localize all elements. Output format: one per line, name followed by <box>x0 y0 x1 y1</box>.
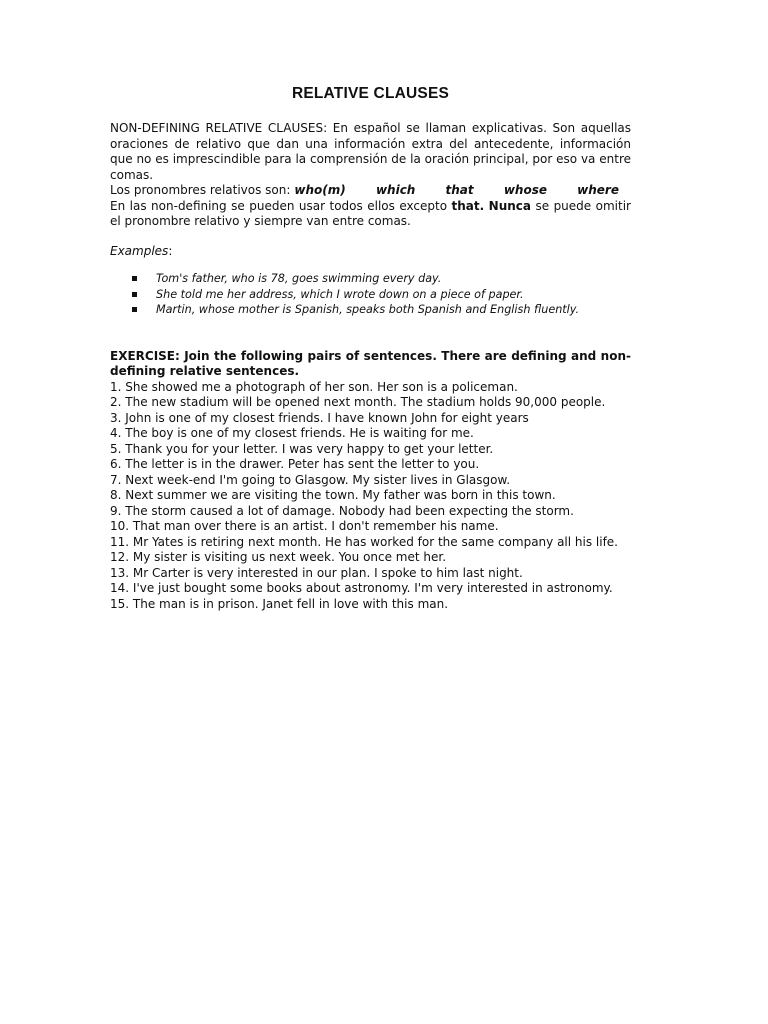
example-item: Tom's father, who is 78, goes swimming every day. <box>132 271 631 287</box>
rule-paragraph <box>110 199 631 230</box>
document-page <box>110 83 631 612</box>
exercise-item: 11. Mr Yates is retiring next month. He has worked for the same company all his life. <box>110 534 618 549</box>
pronoun-item: where <box>577 183 619 197</box>
exercise-item: 14. I've just bought some books about astronomy. I'm very interested in astronomy. <box>110 581 613 595</box>
pronouns-label: Los pronombres relativos son: <box>110 183 291 197</box>
example-item: Martin, whose mother is Spanish, speaks both Spanish and English fluently. <box>132 302 631 318</box>
document-title: RELATIVE CLAUSES <box>291 85 450 102</box>
pronoun-item: who(m) <box>294 183 346 197</box>
exercise-item: 7. Next week-end I'm going to Glasgow. My sister lives in Glasgow. <box>110 472 511 487</box>
examples-list <box>110 271 631 318</box>
intro-text: En español se llaman explicativas. Son aquellas oraciones de relativo que dan una información extra del antecedente, información que no es imprescindible para la comprensión de la oración principal, por eso va entre comas. <box>110 121 632 182</box>
exercise-item: 5. Thank you for your letter. I was very happy to get your letter. <box>110 441 494 456</box>
rule-that: that. <box>451 198 485 213</box>
pronoun-item: whose <box>503 183 547 197</box>
square-bullet-icon <box>132 276 137 281</box>
exercise-item: 12. My sister is visiting us next week. You once met her. <box>110 550 447 564</box>
exercise-item: 6. The letter is in the drawer. Peter has sent the letter to you. <box>110 457 480 471</box>
pronouns-list <box>294 183 631 199</box>
exercise-item: 3. John is one of my closest friends. I have known John for eight years <box>110 410 529 425</box>
exercise-item: 15. The man is in prison. Janet fell in love with this man. <box>110 596 449 611</box>
exercise-item: 1. She showed me a photograph of her son. Her son is a policeman. <box>110 379 518 394</box>
intro-heading: NON-DEFINING RELATIVE CLAUSES: <box>110 121 328 135</box>
square-bullet-icon <box>132 307 137 312</box>
example-item: She told me her address, which I wrote down on a piece of paper. <box>132 287 631 303</box>
rule-text-1: En las non-defining se pueden usar todos ellos excepto <box>110 198 452 213</box>
exercise-item: 13. Mr Carter is very interested in our plan. I spoke to him last night. <box>110 565 523 580</box>
pronouns-row <box>110 183 631 199</box>
examples-label: Examples: <box>110 243 173 258</box>
exercise-item: 4. The boy is one of my closest friends. He is waiting for me. <box>110 426 474 440</box>
square-bullet-icon <box>132 292 137 297</box>
exercise-item: 2. The new stadium will be opened next month. The stadium holds 90,000 people. <box>110 395 606 409</box>
exercise-item: 9. The storm caused a lot of damage. Nobody had been expecting the storm. <box>110 503 574 518</box>
pronoun-item: that <box>445 183 474 197</box>
exercise-item: 10. That man over there is an artist. I don't remember his name. <box>110 519 499 533</box>
pronoun-item: which <box>375 183 416 197</box>
exercise-list <box>110 380 631 613</box>
intro-paragraph <box>110 121 631 183</box>
rule-text-2: se puede omitir el pronombre relativo y siempre van entre comas. <box>110 198 631 228</box>
exercise-heading: EXERCISE: Join the following pairs of sentences. There are defining and non-defining relative sentences. <box>110 348 631 378</box>
rule-nunca: Nunca <box>488 198 531 213</box>
exercise-item: 8. Next summer we are visiting the town. My father was born in this town. <box>110 488 556 502</box>
